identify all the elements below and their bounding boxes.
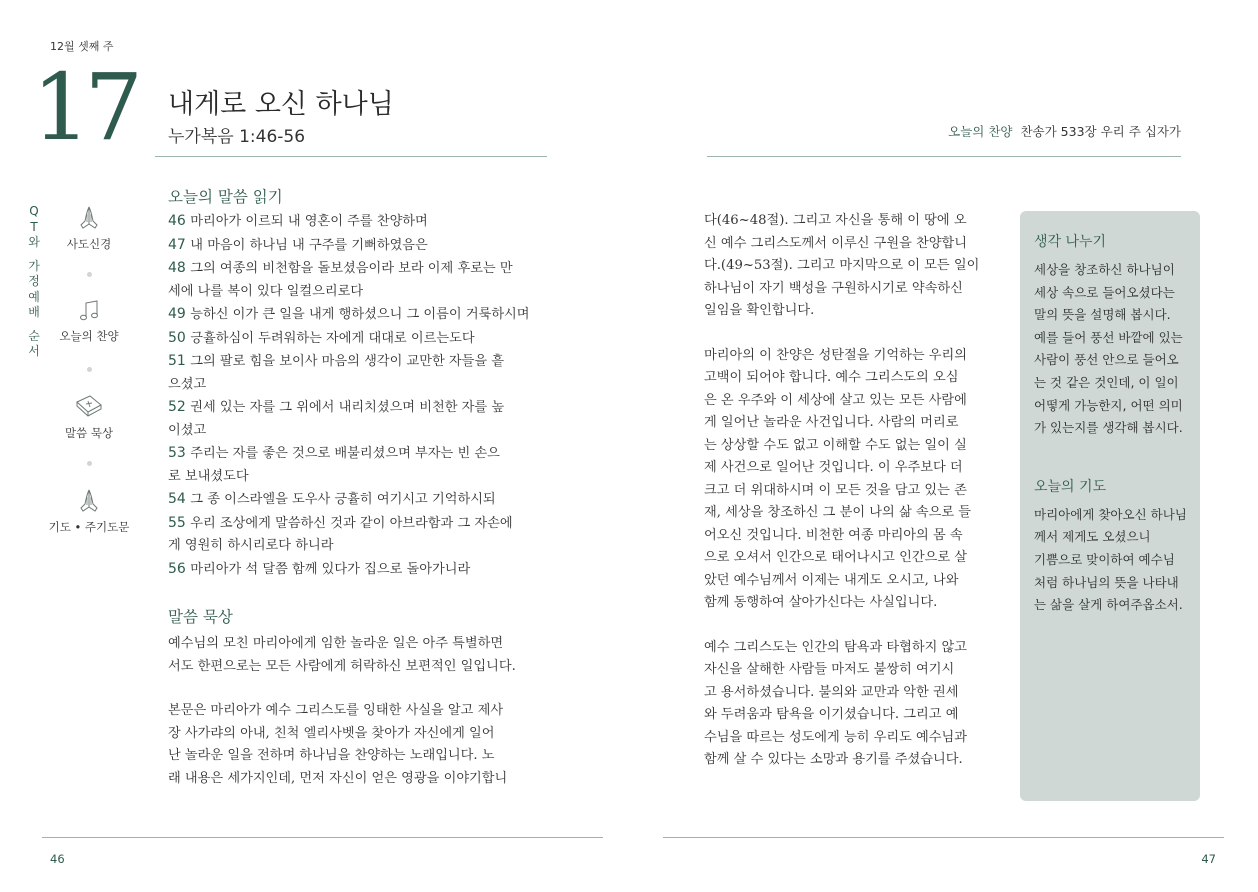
todays-hymn <box>948 122 1181 140</box>
verse-line <box>168 303 548 327</box>
page-number-right: 47 <box>1201 852 1216 866</box>
text-line: 는 것 같은 것인데, 이 일이 <box>1034 374 1179 390</box>
verse-text: 권세 있는 자를 그 위에서 내리치셨으며 비천한 자를 높 <box>190 400 505 415</box>
text-line: 와 두려움과 탐욕을 이기셨습니다. 그리고 예 <box>704 707 959 722</box>
verse-text: 이셨고 <box>168 422 207 438</box>
verse-number: 48 <box>168 260 191 276</box>
verse-line <box>168 558 548 582</box>
meditation-text-left <box>168 633 548 790</box>
sharing-heading: 생각 나누기 <box>1034 234 1107 250</box>
verse-number: 55 <box>168 514 191 531</box>
verse-line <box>168 234 548 258</box>
text-line: 크고 더 위대하시며 이 모든 것을 담고 있는 존 <box>704 482 967 498</box>
verse-line <box>168 374 548 397</box>
text-line: 일임을 확인합니다. <box>704 303 815 318</box>
meditation-heading: 말씀 묵상 <box>168 608 233 626</box>
verse-number: 54 <box>168 491 191 507</box>
verse-line <box>168 257 548 281</box>
footer-divider-left <box>42 837 603 838</box>
paragraph <box>168 700 548 790</box>
text-line: 는 상상할 수도 없고 이해할 수도 없는 일이 실 <box>704 437 967 453</box>
prayer-heading: 오늘의 기도 <box>1034 478 1107 495</box>
verse-number: 56 <box>168 560 191 577</box>
text-line: 본문은 마리아가 예수 그리스도를 잉태한 사실을 알고 제사 <box>168 703 504 718</box>
nav-item-apostles-creed[interactable] <box>44 204 134 252</box>
verse-line <box>168 512 548 536</box>
verse-number: 52 <box>168 399 191 415</box>
nav-item-label: 사도신경 <box>66 237 112 251</box>
verse-text: 주리는 자를 좋은 것으로 배불리셨으며 부자는 빈 손으 <box>190 446 500 461</box>
verse-line <box>168 396 548 420</box>
meditation-text-right <box>704 210 996 772</box>
paragraph <box>704 637 996 772</box>
text-line: 았던 예수님께서 이제는 내게도 오시고, 나와 <box>704 572 959 588</box>
verse-line <box>168 488 548 512</box>
text-line: 세상 속으로 들어오셨다는 <box>1034 284 1175 300</box>
verse-line <box>168 210 548 234</box>
verse-number: 47 <box>168 236 191 253</box>
text-line: 자신을 살해한 사람들 마저도 불쌍히 여기시 <box>704 662 955 677</box>
verse-text: 그 종 이스라엘을 도우사 긍휼히 여기시고 기억하시되 <box>190 492 496 507</box>
text-line: 함께 살 수 있다는 소망과 용기를 주셨습니다. <box>704 752 963 767</box>
nav-dot <box>87 461 92 466</box>
nav-dot <box>87 272 92 277</box>
verse-text: 그의 팔로 힘을 보이사 마음의 생각이 교만한 자들을 흩 <box>190 354 505 369</box>
nav-item-prayer[interactable] <box>44 487 134 535</box>
text-line: 예수 그리스도는 인간의 탐욕과 타협하지 않고 <box>704 639 968 655</box>
text-line: 어오신 것입니다. 비천한 여종 마리아의 몸 속 <box>704 527 963 543</box>
nav-item-label: 기도 • 주기도문 <box>48 520 130 534</box>
text-line: 는 삶을 살게 하여주옵소서. <box>1034 597 1183 613</box>
text-line: 신 예수 그리스도께서 이루신 구원을 찬양합니 <box>704 235 968 251</box>
text-line: 세상을 창조하신 하나님이 <box>1034 262 1175 277</box>
verse-text: 로 보내셨도다 <box>168 468 249 484</box>
verse-text: 으셨고 <box>168 376 207 392</box>
text-line: 은 온 우주와 이 세상에 살고 있는 모든 사람에 <box>704 392 967 408</box>
text-line: 다(46~48절). 그리고 자신을 통해 이 땅에 오 <box>704 213 967 228</box>
verse-number: 46 <box>168 213 191 229</box>
nav-item-label: 오늘의 찬양 <box>59 329 119 343</box>
verse-line <box>168 442 548 466</box>
verse-number: 53 <box>168 445 191 461</box>
bible-icon <box>74 393 104 421</box>
text-line: 래 내용은 세가지인데, 먼저 자신이 얻은 영광을 이야기합니 <box>168 770 508 786</box>
qt-order-label: Q T 와 가 정 예 배 순 서 <box>28 204 40 358</box>
verse-line <box>168 281 548 304</box>
nav-dot <box>87 367 92 372</box>
text-line: 고백이 되어야 합니다. 예수 그리스도의 오심 <box>704 370 959 385</box>
verse-text: 긍휼하심이 두려워하는 자에게 대대로 이르는도다 <box>190 330 475 346</box>
text-line: 난 놀라운 일을 전하며 하나님을 찬양하는 노래입니다. 노 <box>168 748 495 763</box>
text-line: 다.(49~53절). 그리고 마지막으로 이 모든 일이 <box>704 258 980 273</box>
verse-line <box>168 420 548 443</box>
text-line: 재, 세상을 창조하신 그 분이 나의 삶 속으로 들 <box>704 505 972 520</box>
nav-item-meditation[interactable] <box>44 393 134 441</box>
verse-text: 우리 조상에게 말씀하신 것과 같이 아브라함과 그 자손에 <box>190 515 513 531</box>
text-line: 예를 들어 풍선 바깥에 있는 <box>1034 329 1183 345</box>
text-line: 게 일어난 놀라운 사건입니다. 사람의 머리로 <box>704 415 959 430</box>
text-line: 예수님의 모친 마리아에게 임한 놀라운 일은 아주 특별하면 <box>168 636 504 651</box>
week-label: 12월 셋째 주 <box>50 40 114 53</box>
sidebar-box <box>1020 211 1200 801</box>
text-line: 장 사가랴의 아내, 친척 엘리사벳을 찾아가 자신에게 일어 <box>168 725 495 741</box>
nav-item-label: 말씀 묵상 <box>64 426 114 440</box>
paragraph <box>704 345 996 615</box>
verse-number: 49 <box>168 306 191 322</box>
verse-number: 50 <box>168 329 191 346</box>
hymn-value: 찬송가 533장 우리 주 십자가 <box>1020 124 1181 139</box>
verse-text: 세에 나를 복이 있다 일컬으리로다 <box>168 283 364 299</box>
prayer-text <box>1034 504 1188 617</box>
text-line: 수님을 따르는 성도에게 능히 우리도 예수님과 <box>704 729 968 745</box>
text-line: 제 사건으로 일어난 것입니다. 이 우주보다 더 <box>704 460 963 475</box>
verse-text: 마리아가 석 달쯤 함께 있다가 집으로 돌아가니라 <box>190 561 471 577</box>
header-divider-left <box>155 156 547 157</box>
verse-text: 마리아가 이르되 내 영혼이 주를 찬양하며 <box>190 214 428 229</box>
sharing-text <box>1034 259 1188 440</box>
hymn-label: 오늘의 찬양 <box>948 124 1013 139</box>
text-line: 어떻게 가능한지, 어떤 의미 <box>1034 397 1183 413</box>
text-line: 기쁨으로 맞이하여 예수님 <box>1034 551 1175 567</box>
verse-line <box>168 350 548 374</box>
text-line: 마리아의 이 찬양은 성탄절을 기억하는 우리의 <box>704 347 968 363</box>
verse-text: 내 마음이 하나님 내 구주를 기뻐하였음은 <box>190 237 428 253</box>
text-line: 으로 오셔서 인간으로 태어나시고 인간으로 살 <box>704 550 968 565</box>
verse-text: 그의 여종의 비천함을 돌보셨음이라 보라 이제 후로는 만 <box>190 261 513 276</box>
praying-hands-icon <box>76 487 102 515</box>
header-divider-right <box>707 156 1181 157</box>
footer-divider-right <box>663 837 1224 838</box>
praying-hands-icon <box>76 204 102 232</box>
text-line: 마리아에게 찾아오신 하나님 <box>1034 506 1187 522</box>
reading-heading: 오늘의 말씀 읽기 <box>168 188 283 206</box>
verse-line <box>168 327 548 351</box>
verse-text: 능하신 이가 큰 일을 내게 행하셨으니 그 이름이 거룩하시며 <box>190 307 530 322</box>
verse-text: 게 영원히 하시리로다 하니라 <box>168 538 334 553</box>
text-line: 서도 한편으로는 모든 사람에게 허락하신 보편적인 일입니다. <box>168 658 516 674</box>
verse-line <box>168 535 548 558</box>
scripture-reference: 누가복음 1:46-56 <box>168 127 306 147</box>
text-line: 처럼 하나님의 뜻을 나타내 <box>1034 574 1179 590</box>
paragraph <box>168 633 548 678</box>
paragraph <box>704 210 996 323</box>
day-number: 17 <box>32 54 138 161</box>
text-line: 가 있는지를 생각해 봅시다. <box>1034 420 1183 436</box>
text-line: 사람이 풍선 안으로 들어오 <box>1034 352 1179 368</box>
text-line: 말의 뜻을 설명해 봅시다. <box>1034 307 1171 323</box>
page-number-left: 46 <box>50 852 65 866</box>
music-note-icon <box>76 298 102 324</box>
verse-number: 51 <box>168 353 191 369</box>
page-title: 내게로 오신 하나님 <box>168 89 394 120</box>
text-line: 고 용서하셨습니다. 불의와 교만과 악한 권세 <box>704 684 959 700</box>
text-line: 하나님이 자기 백성을 구원하시기로 약속하신 <box>704 280 963 296</box>
verse-list <box>168 210 548 581</box>
text-line: 함께 동행하여 살아가신다는 사실입니다. <box>704 595 938 610</box>
verse-line <box>168 466 548 489</box>
text-line: 께서 제게도 오셨으니 <box>1034 529 1151 545</box>
nav-item-todays-hymn[interactable] <box>44 298 134 344</box>
